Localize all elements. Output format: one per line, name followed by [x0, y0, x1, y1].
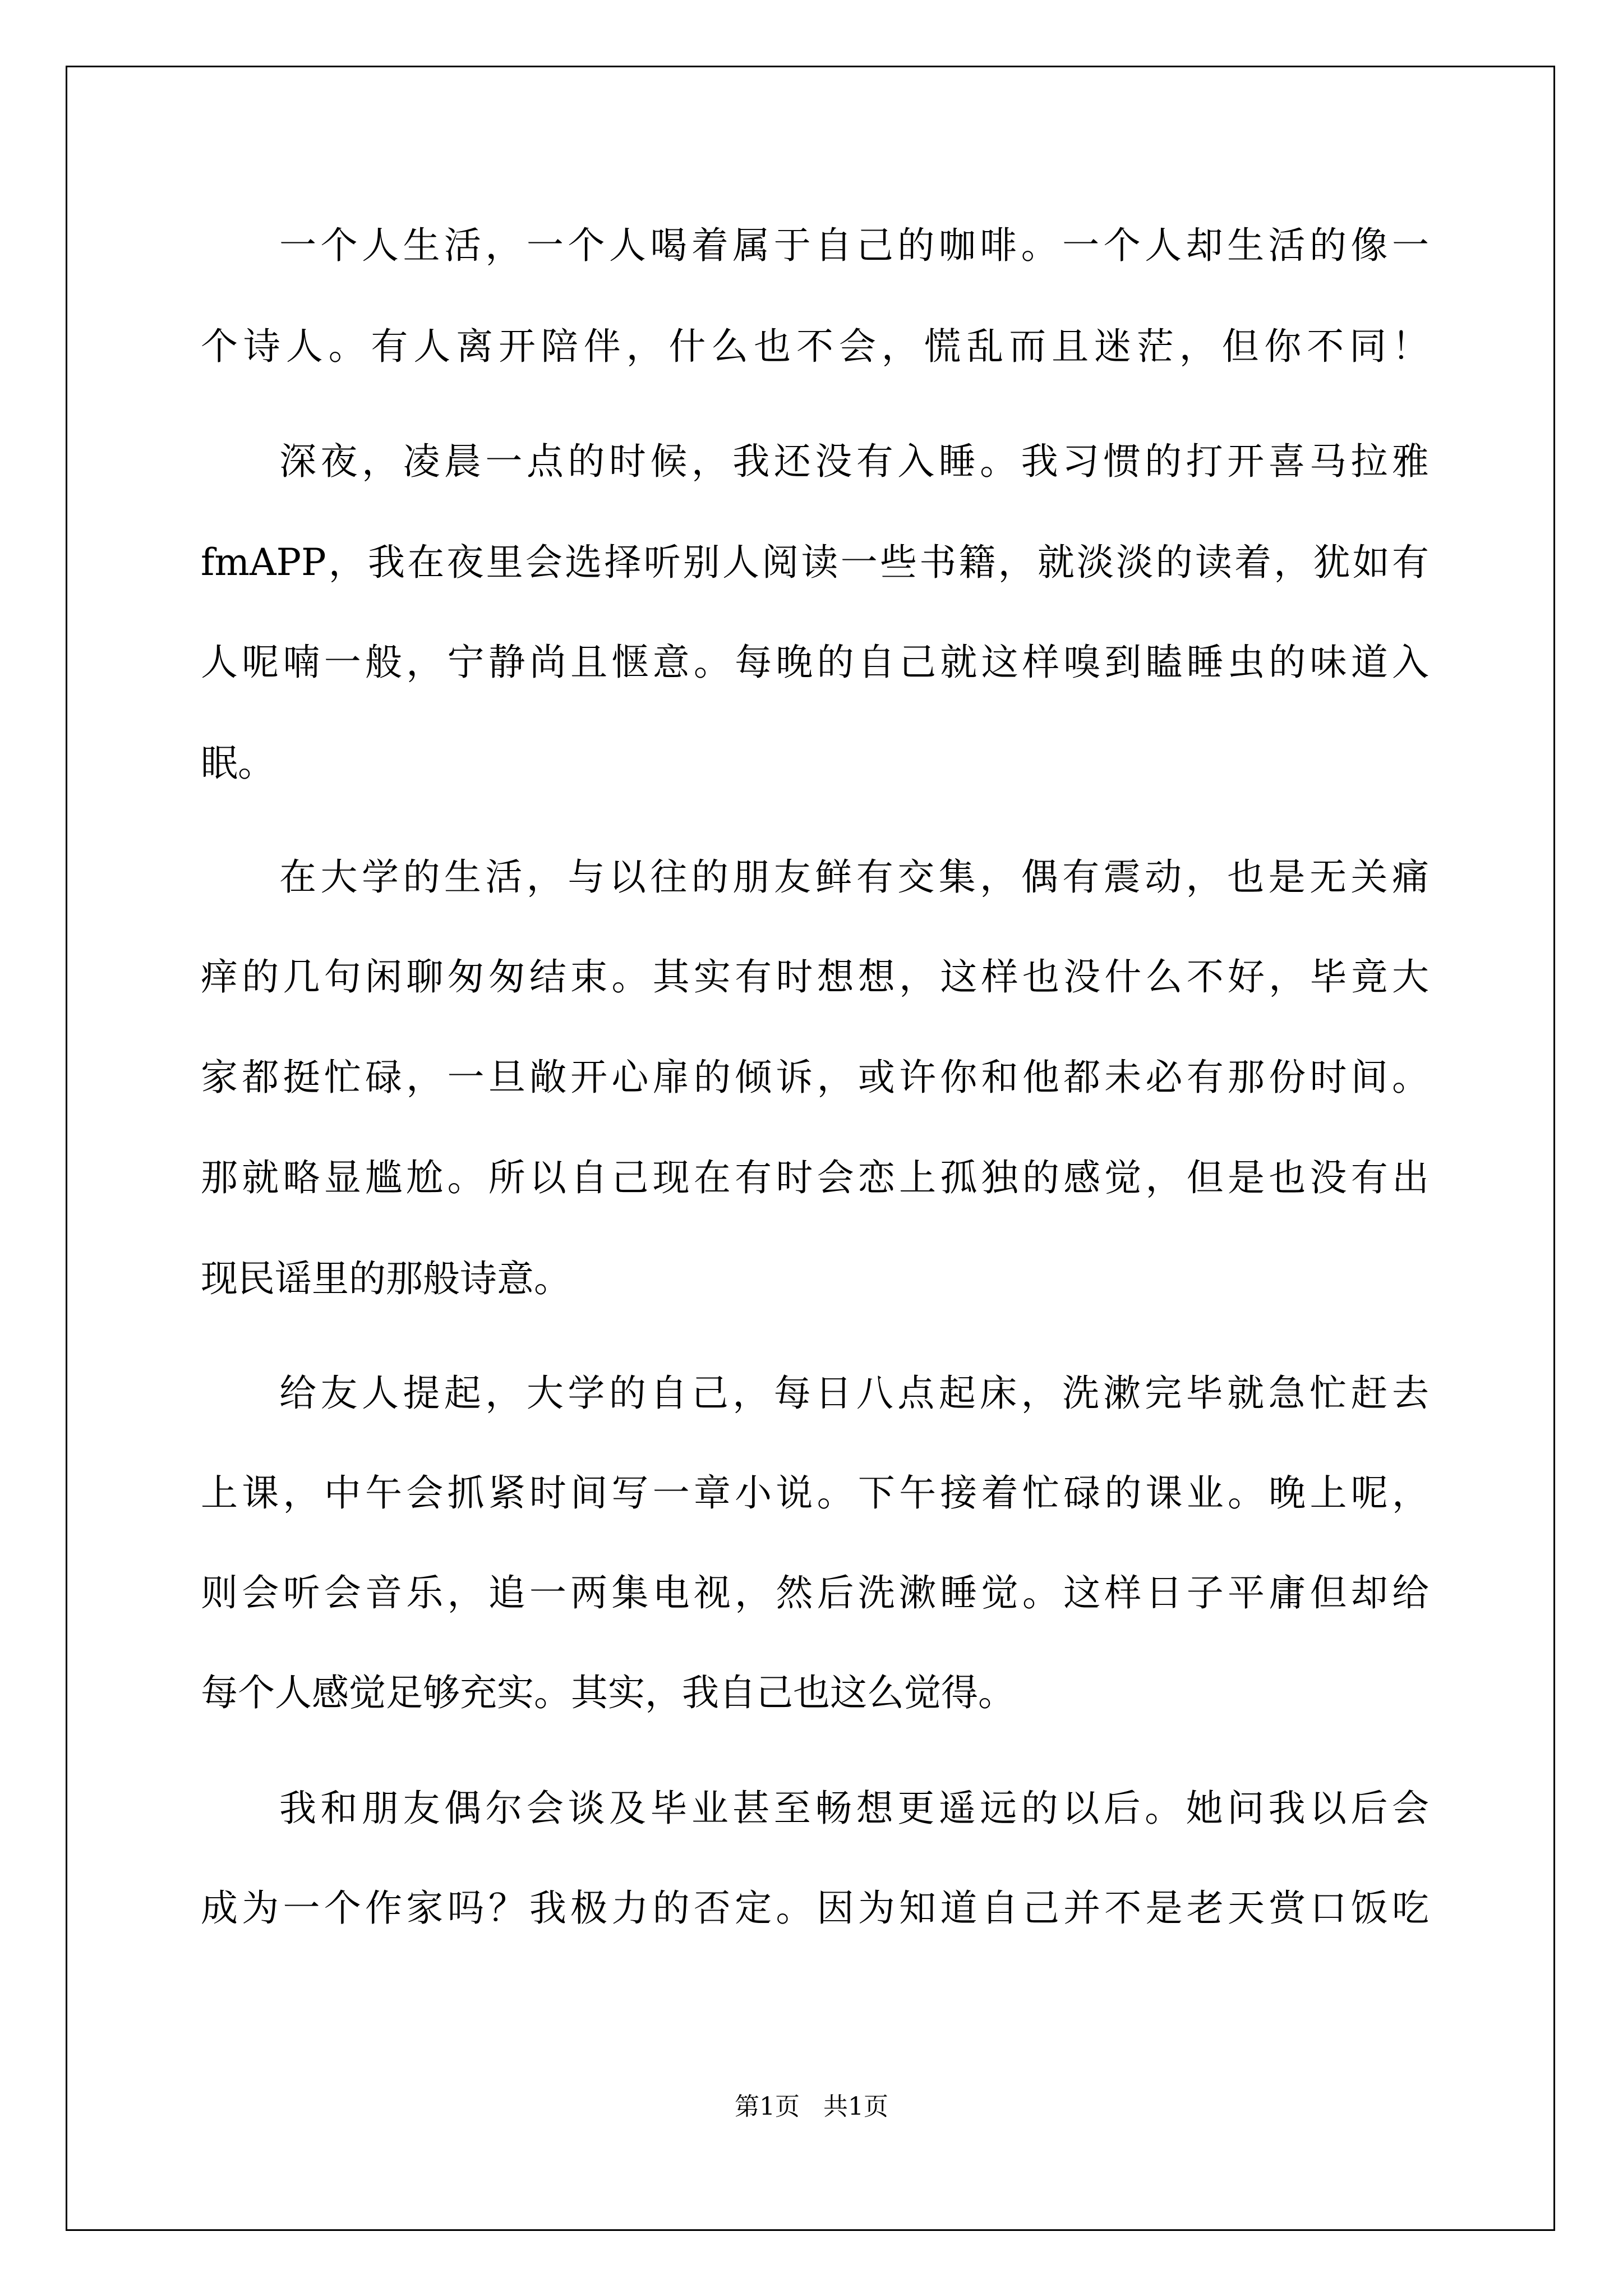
text-line: 现民谣里的那般诗意。 — [201, 1257, 571, 1300]
text-line: 人呢喃一般，宁静尚且惬意。每晚的自己就这样嗅到瞌睡虫的味道入 — [201, 641, 1429, 684]
text-line: 深夜，凌晨一点的时候，我还没有入睡。我习惯的打开喜马拉雅 — [279, 440, 1429, 483]
text-line: 则会听会音乐，追一两集电视，然后洗漱睡觉。这样日子平庸但却给 — [201, 1571, 1429, 1614]
text-line: 在大学的生活，与以往的朋友鲜有交集，偶有震动，也是无关痛 — [279, 855, 1429, 899]
text-line: 成为一个作家吗？我极力的否定。因为知道自己并不是老天赏口饭吃 — [201, 1887, 1429, 1930]
text-line: 给友人提起，大学的自己，每日八点起床，洗漱完毕就急忙赶去 — [279, 1372, 1429, 1415]
text-line: 那就略显尴尬。所以自己现在有时会恋上孤独的感觉，但是也没有出 — [201, 1156, 1429, 1199]
text-line: 家都挺忙碌，一旦敞开心扉的倾诉，或许你和他都未必有那份时间。 — [201, 1056, 1429, 1099]
text-line: 一个人生活，一个人喝着属于自己的咖啡。一个人却生活的像一 — [279, 224, 1429, 267]
text-line: 个诗人。有人离开陪伴，什么也不会，慌乱而且迷茫，但你不同！ — [201, 325, 1429, 368]
page-footer: 第1页 共1页 — [735, 2092, 888, 2121]
text-line: 眠。 — [201, 742, 275, 785]
text-line: 我和朋友偶尔会谈及毕业甚至畅想更遥远的以后。她问我以后会 — [279, 1787, 1429, 1830]
text-line: 每个人感觉足够充实。其实，我自己也这么觉得。 — [201, 1671, 1015, 1714]
text-line: 上课，中午会抓紧时间写一章小说。下午接着忙碌的课业。晚上呢， — [201, 1471, 1429, 1515]
text-line: fmAPP，我在夜里会选择听别人阅读一些书籍，就淡淡的读着，犹如有 — [201, 541, 1429, 584]
text-line: 痒的几句闲聊匆匆结束。其实有时想想，这样也没什么不好，毕竟大 — [201, 955, 1429, 999]
